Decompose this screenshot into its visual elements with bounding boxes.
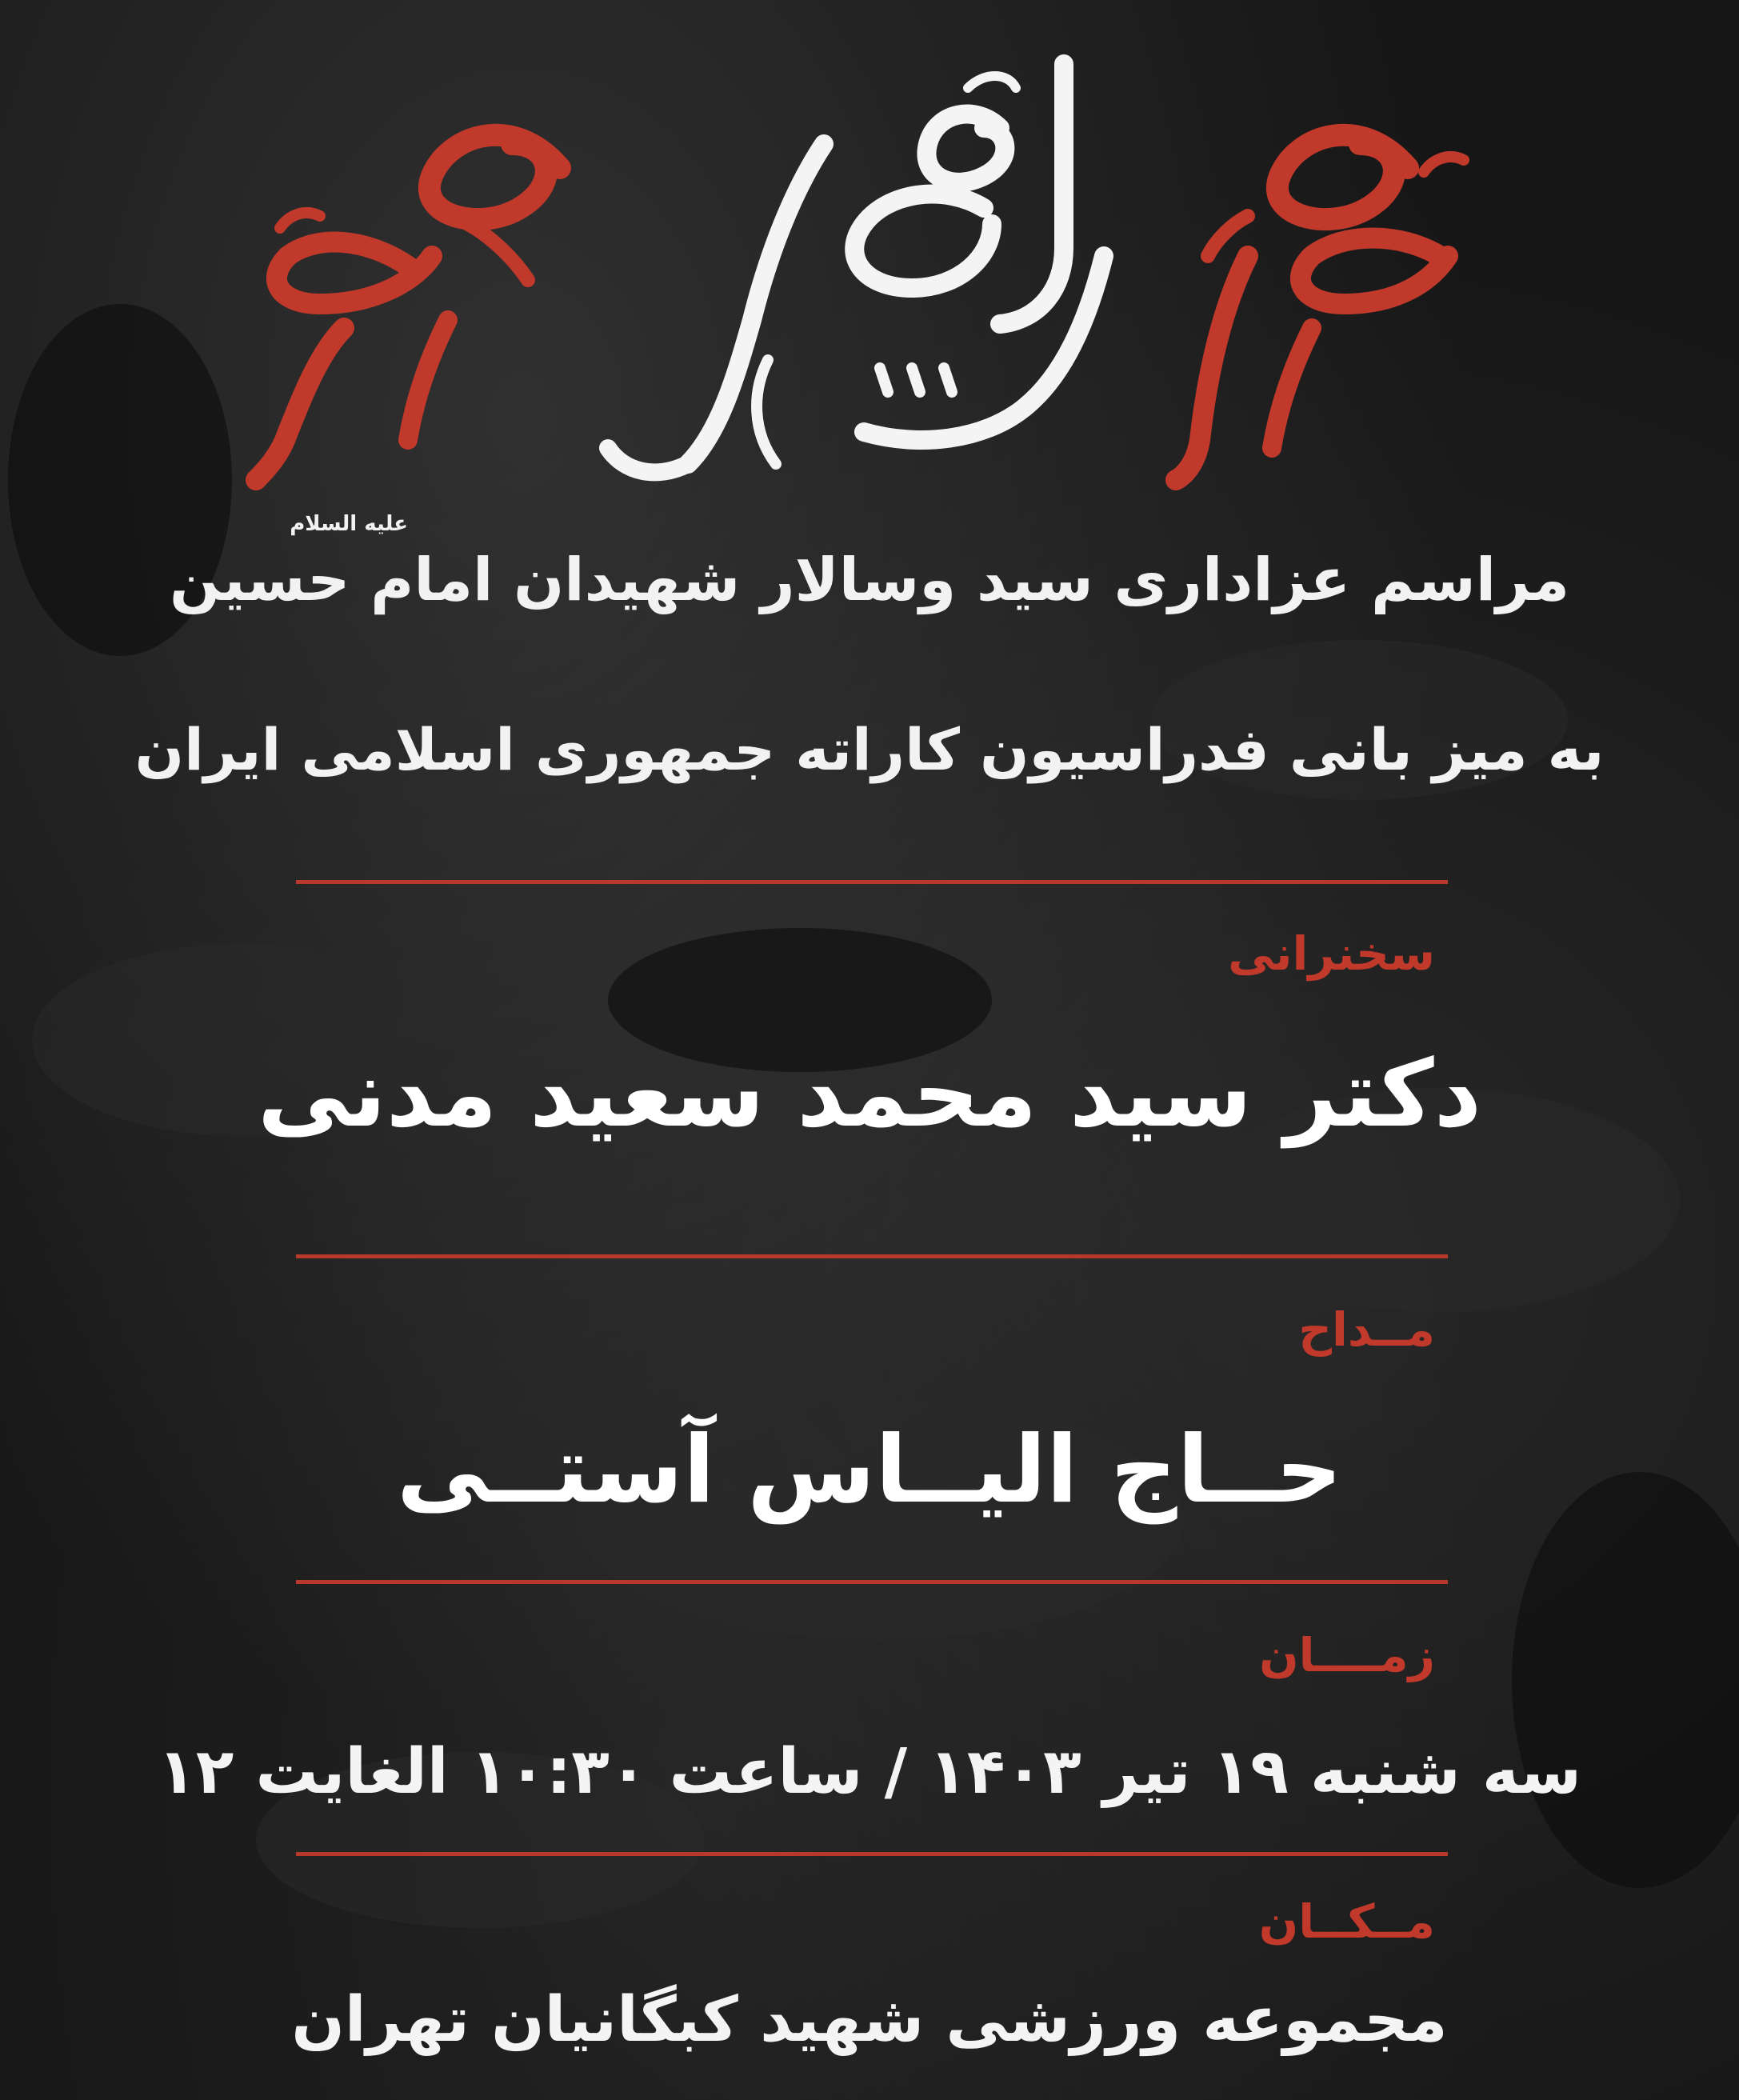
ceremony-title: مراسم عزاداری سید وسالار شهیدان امام حسین — [169, 546, 1570, 614]
time-label: زمــــان — [1259, 1628, 1435, 1682]
divider-2 — [296, 1254, 1448, 1258]
honorific-text: علیه السلام — [290, 512, 408, 536]
divider-4 — [296, 1852, 1448, 1856]
speaker-name: دکتر سید محمد سعید مدنی — [257, 1040, 1482, 1148]
time-value: سه شنبه ۱۹ تیر ۱۴۰۳ / ساعت ۱۰:۳۰ الغایت ۱۲ — [158, 1736, 1581, 1808]
place-label: مــکــان — [1258, 1894, 1435, 1949]
calligraphy-right-red — [1176, 135, 1464, 480]
eulogist-label: مــداح — [1298, 1302, 1435, 1357]
eulogist-name: حــاج الیــاس آستــی — [396, 1416, 1343, 1524]
calligraphy-center-white — [608, 64, 1104, 472]
host-line: به میز بانی فدراسیون کاراته جمهوری اسلامی ایران — [134, 716, 1605, 783]
calligraphy-left-red — [256, 135, 560, 480]
divider-3 — [296, 1580, 1448, 1584]
calligraphy-header — [0, 16, 1739, 512]
speaker-label: سخنرانی — [1228, 926, 1435, 981]
divider-1 — [296, 880, 1448, 884]
place-value: مجموعه ورزشی شهید کبگانیان تهران — [291, 1984, 1448, 2056]
